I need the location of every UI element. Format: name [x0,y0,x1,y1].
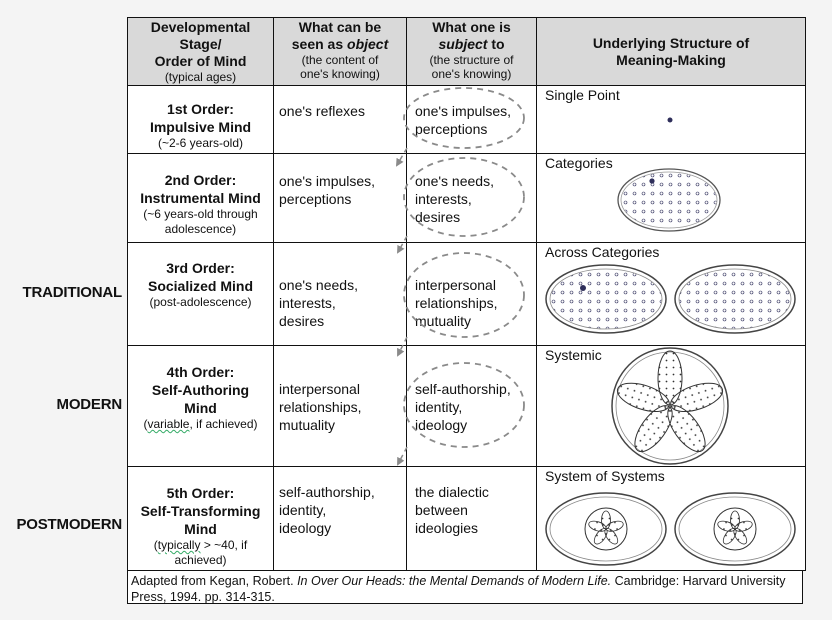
subject-line: between [415,502,468,518]
subject-line: perceptions [415,121,488,137]
subject-line: interests, [415,191,472,207]
subject-line: one's impulses, [415,103,512,119]
object-line: desires [279,313,325,329]
header-object-sub: one's knowing) [300,67,380,81]
header-subject-sub: (the structure of [429,53,514,67]
subject-cell [407,467,537,571]
header-stage-line: Order of Mind [154,53,247,69]
object-line: one's reflexes [279,103,365,119]
header-stage [128,18,274,86]
stage-title: Mind [184,400,217,416]
stage-age: (post-adolescence) [149,295,252,309]
subject-line: interpersonal [415,277,496,293]
header-subject-sub: one's knowing) [431,67,512,81]
object-cell [274,86,407,154]
table-row [128,467,806,571]
stage-cell [128,154,274,243]
header-object [274,18,407,86]
object-line: one's impulses, [279,173,376,189]
header-row [128,18,806,86]
object-line: identity, [279,502,327,518]
stage-title: Self-Authoring [151,382,250,398]
subject-cell [407,154,537,243]
side-label-traditional: TRADITIONAL [22,284,122,301]
subject-cell [407,243,537,346]
header-subject-line: What one is [432,19,511,35]
structure-label: Single Point [545,87,620,103]
structure-label: Across Categories [545,244,660,260]
citation-footer [127,570,803,604]
structure-cell [537,346,806,467]
citation-author: Adapted from Kegan, Robert. [131,574,298,588]
stage-cell [128,467,274,571]
header-subject-line: subject to [438,36,505,52]
subject-line: one's needs, [415,173,494,189]
header-object-line: seen as object [291,36,389,52]
structure-cell [537,154,806,243]
stage-title: Socialized Mind [147,278,253,294]
table-row [128,86,806,154]
header-structure-line: Meaning-Making [616,52,726,68]
citation-publisher: Cambridge: Harvard University Press, 1994. pp. 314-315. [131,574,786,604]
structure-label: Categories [545,155,613,171]
object-line: mutuality [279,417,336,433]
header-stage-sub: (typical ages) [164,70,237,84]
stage-title: 2nd Order: [164,172,237,188]
stage-age: (typically > ~40, if [153,538,248,552]
subject-line: self-authorship, [415,381,511,397]
structure-label: System of Systems [545,468,665,484]
object-line: interests, [279,295,336,311]
subject-line: mutuality [415,313,472,329]
stage-title: 3rd Order: [166,260,235,276]
subject-line: the dialectic [415,484,489,500]
stage-age: (variable, if achieved) [143,417,258,431]
stage-age: achieved) [174,553,227,567]
subject-line: ideology [415,417,468,433]
object-line: perceptions [279,191,352,207]
subject-cell [407,346,537,467]
structure-cell [537,86,806,154]
stage-title: 5th Order: [166,485,235,501]
object-line: relationships, [279,399,362,415]
stage-cell [128,86,274,154]
side-label-postmodern: POSTMODERN [16,516,122,533]
header-object-sub: (the content of [301,53,379,67]
stage-title: 4th Order: [166,364,235,380]
object-cell [274,243,407,346]
table-row [128,154,806,243]
header-stage-line: Stage/ [179,36,222,52]
orders-of-mind-table [127,17,806,571]
object-cell [274,346,407,467]
header-subject-em: subject [438,36,488,52]
structure-cell [537,467,806,571]
stage-cell [128,346,274,467]
stage-title: Self-Transforming [140,503,261,519]
subject-line: identity, [415,399,463,415]
object-line: interpersonal [279,381,360,397]
object-line: one's needs, [279,277,358,293]
stage-title: Mind [184,521,217,537]
structure-cell [537,243,806,346]
structure-label: Systemic [545,347,602,363]
stage-age: adolescence) [164,222,237,236]
stage-title: Instrumental Mind [140,190,261,206]
header-object-em: object [347,36,389,52]
subject-line: desires [415,209,461,225]
stage-title: Impulsive Mind [149,119,252,135]
stage-title: 1st Order: [167,101,234,117]
object-cell [274,467,407,571]
stage-age: (~6 years-old through [143,207,258,221]
stage-cell [128,243,274,346]
citation-title: In Over Our Heads: the Mental Demands of Modern Life. [297,574,612,588]
table-row [128,346,806,467]
side-label-modern: MODERN [56,396,122,413]
object-cell [274,154,407,243]
subject-line: relationships, [415,295,498,311]
stage-age: (~2-6 years-old) [157,136,244,150]
table-row [128,243,806,346]
object-line: ideology [279,520,332,536]
header-structure-line: Underlying Structure of [592,35,750,51]
subject-cell [407,86,537,154]
header-structure [537,18,806,86]
header-subject [407,18,537,86]
header-object-line: What can be [298,19,382,35]
subject-line: ideologies [415,520,479,536]
object-line: self-authorship, [279,484,375,500]
header-stage-line: Developmental [150,19,251,35]
